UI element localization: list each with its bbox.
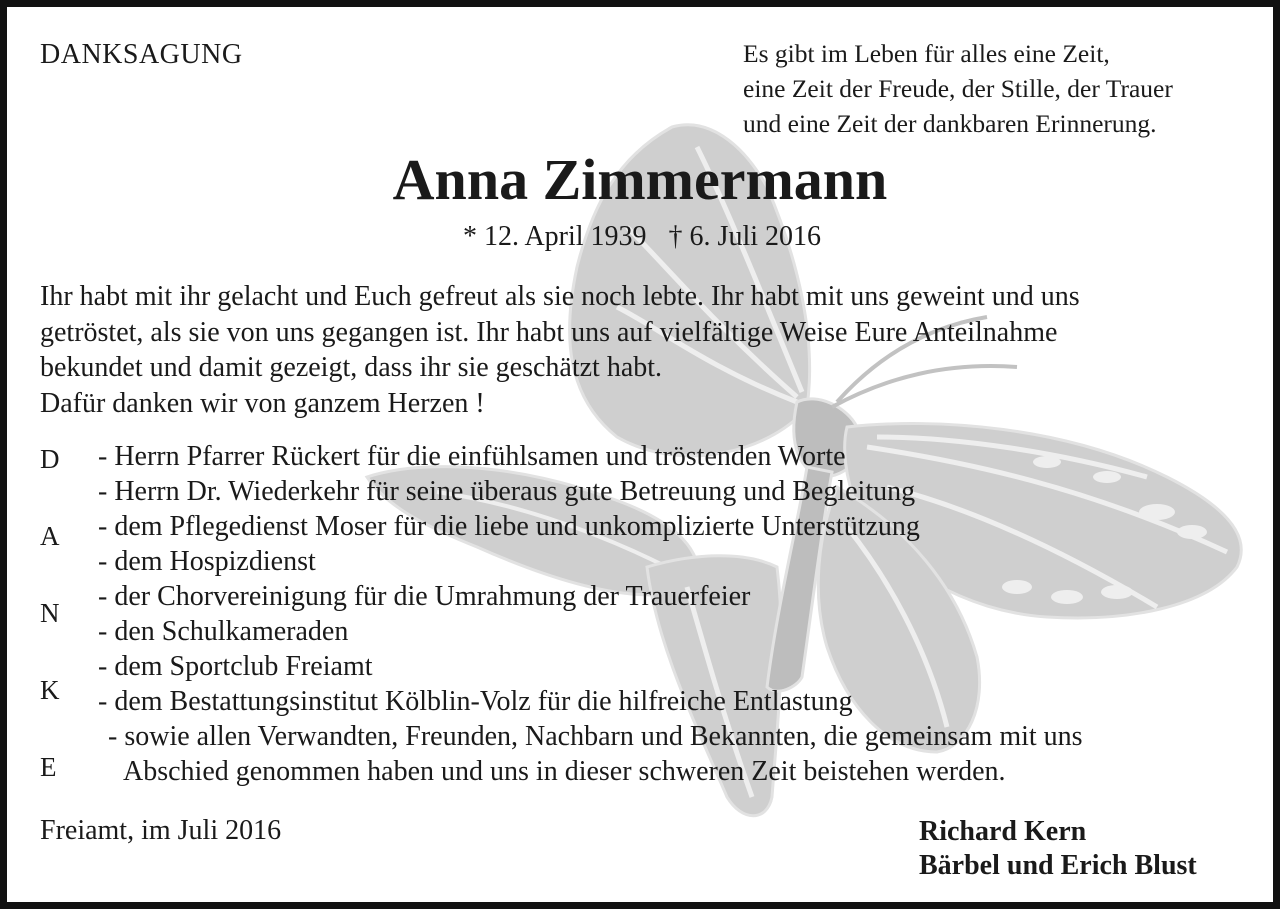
list-item: - den Schulkameraden — [98, 616, 349, 647]
list-item: - dem Pflegedienst Moser für die liebe und unkomplizierte Unterstützung — [98, 511, 920, 542]
list-item: - Herrn Pfarrer Rückert für die einfühlsamen und tröstenden Worte — [98, 441, 846, 472]
life-dates — [7, 220, 1275, 254]
heading-danksagung: DANKSAGUNG — [40, 39, 243, 70]
list-item: - dem Bestattungsinstitut Kölblin-Volz für die hilfreiche Entlastung — [98, 686, 853, 717]
signer-name: Richard Kern — [919, 816, 1087, 847]
motto-line: Es gibt im Leben für alles eine Zeit, — [743, 39, 1110, 68]
acrostic-letter: N — [40, 598, 60, 628]
place-date: Freiamt, im Juli 2016 — [40, 815, 282, 846]
acrostic-letter: K — [40, 675, 60, 705]
thanks-paragraph — [40, 279, 1080, 421]
list-item-final: - sowie allen Verwandten, Freunden, Nachbarn und Bekannten, die gemeinsam mit uns — [108, 721, 1083, 752]
acrostic-letter: E — [40, 752, 57, 782]
list-item: - dem Hospizdienst — [98, 546, 316, 577]
paragraph-line: Ihr habt mit ihr gelacht und Euch gefreut als sie noch lebte. Ihr habt mit uns geweint und uns — [40, 281, 1080, 312]
death-date: † 6. Juli 2016 — [668, 221, 822, 252]
paragraph-line: bekundet und damit gezeigt, dass ihr sie geschätzt habt. — [40, 352, 663, 383]
motto-line: und eine Zeit der dankbaren Erinnerung. — [743, 109, 1157, 138]
signer-name: Bärbel und Erich Blust — [919, 850, 1197, 881]
signers — [919, 815, 1197, 883]
birth-date: * 12. April 1939 — [462, 221, 647, 252]
list-item: - der Chorvereinigung für die Umrahmung der Trauerfeier — [98, 581, 751, 612]
acrostic-letter: A — [40, 521, 60, 551]
deceased-name: Anna Zimmermann — [392, 147, 888, 212]
list-item: - Herrn Dr. Wiederkehr für seine überaus gute Betreuung und Begleitung — [98, 476, 916, 507]
list-item-final-continued: Abschied genommen haben und uns in dieser schweren Zeit beistehen werden. — [123, 756, 1006, 787]
paragraph-line: Dafür danken wir von ganzem Herzen ! — [40, 387, 485, 419]
motto-line: eine Zeit der Freude, der Stille, der Trauer — [743, 74, 1173, 103]
list-item: - dem Sportclub Freiamt — [98, 651, 373, 682]
thanks-list — [98, 439, 1083, 789]
motto-verse — [743, 36, 1173, 141]
paragraph-line: getröstet, als sie von uns gegangen ist. Ihr habt uns auf vielfältige Weise Eure Anteilnahme — [40, 316, 1058, 348]
acrostic-letter: D — [40, 444, 60, 474]
